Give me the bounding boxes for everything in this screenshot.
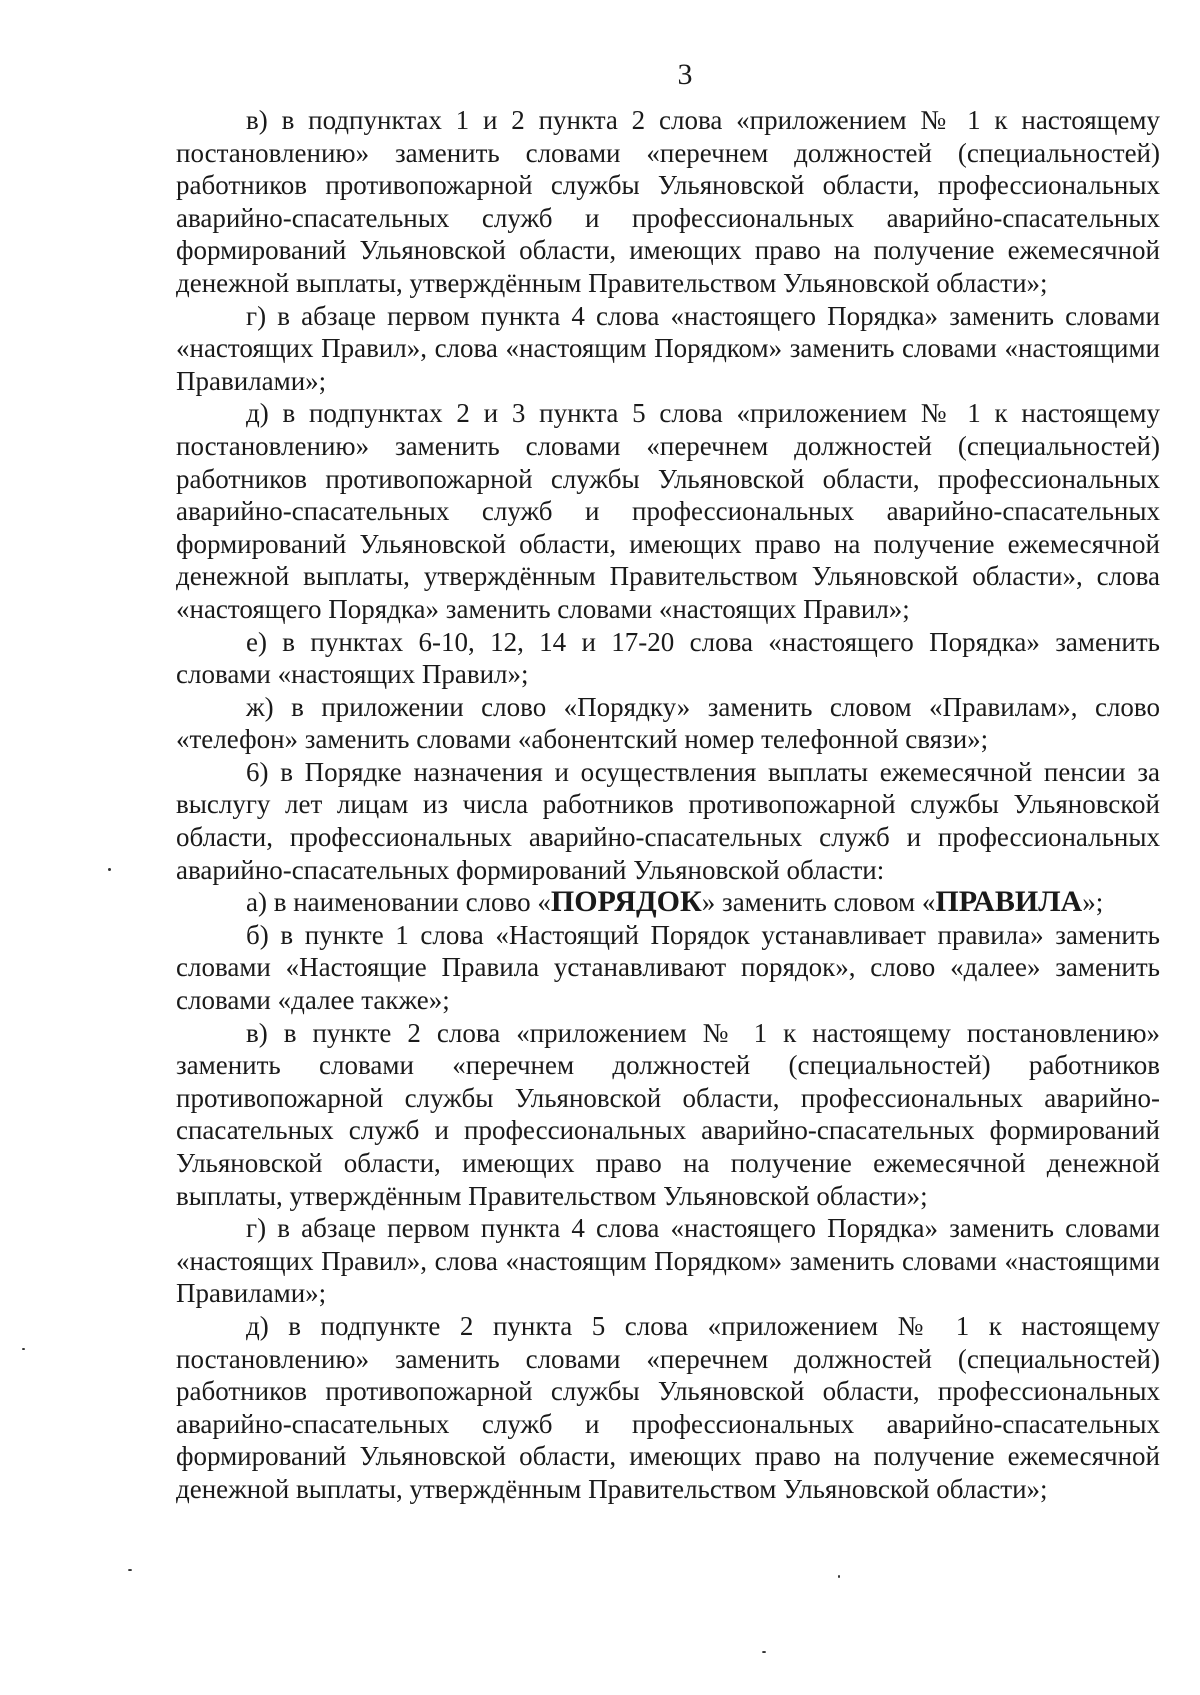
paragraph-a-rename	[176, 886, 1160, 919]
paragraph-d: д) в подпунктах 2 и 3 пункта 5 слова «приложением № 1 к настоящему постановлению» заменить словами «перечнем должностей (специальностей) работников противопожарной службы Ульяновской области, профессиональных аварийно-спасательных служб и профессиональных аварийно-спасательных формирований Ульяновской области, имеющих право на получение ежемесячной денежной выплаты, утверждённым Правительством Ульяновской области», слова «настоящего Порядка» заменить словами «настоящих Правил»;	[176, 398, 1160, 624]
paragraph-e: е) в пунктах 6-10, 12, 14 и 17-20 слова «настоящего Порядка» заменить словами «настоящих Правил»;	[176, 626, 1160, 690]
page-number: 3	[677, 58, 693, 91]
scan-speck	[108, 868, 111, 871]
paragraph-b: б) в пункте 1 слова «Настоящий Порядок устанавливает правила» заменить словами «Настоящие Правила устанавливают порядок», слово «далее» заменить словами «далее также»;	[176, 919, 1160, 1016]
paragraph-a-text-1: а) в наименовании слово «	[246, 887, 551, 918]
paragraph-d-2: д) в подпункте 2 пункта 5 слова «приложением № 1 к настоящему постановлению» заменить словами «перечнем должностей (специальностей) работников противопожарной службы Ульяновской области, профессиональных аварийно-спасательных служб и профессиональных аварийно-спасательных формирований Ульяновской области, имеющих право на получение ежемесячной денежной выплаты, утверждённым Правительством Ульяновской области»;	[176, 1310, 1160, 1504]
paragraph-a-old-title: ПОРЯДОК	[550, 885, 702, 919]
paragraph-6: 6) в Порядке назначения и осуществления выплаты ежемесячной пенсии за выслугу лет лицам из числа работников противопожарной службы Ульяновской области, профессиональных аварийно-спасательных служб и профессиональных аварийно-спасательных формирований Ульяновской области:	[176, 756, 1160, 885]
document-body	[176, 104, 1160, 1506]
paragraph-zh: ж) в приложении слово «Порядку» заменить словом «Правилам», слово «телефон» заменить словами «абонентский номер телефонной связи»;	[176, 691, 1160, 755]
paragraph-v: в) в подпунктах 1 и 2 пункта 2 слова «приложением № 1 к настоящему постановлению» заменить словами «перечнем должностей (специальностей) работников противопожарной службы Ульяновской области, профессиональных аварийно-спасательных служб и профессиональных аварийно-спасательных формирований Ульяновской области, имеющих право на получение ежемесячной денежной выплаты, утверждённым Правительством Ульяновской области»;	[176, 105, 1160, 298]
paragraph-a-new-title: ПРАВИЛА	[935, 885, 1083, 919]
paragraph-g-2: г) в абзаце первом пункта 4 слова «настоящего Порядка» заменить словами «настоящих Правил», слова «настоящим Порядком» заменить словами «настоящими Правилами»;	[176, 1213, 1160, 1309]
scan-speck	[128, 1569, 132, 1571]
paragraph-a-text-3: »;	[1082, 887, 1104, 918]
paragraph-g: г) в абзаце первом пункта 4 слова «настоящего Порядка» заменить словами «настоящих Правил», слова «настоящим Порядком» заменить словами «настоящими Правилами»;	[176, 300, 1160, 396]
scan-speck	[838, 1575, 840, 1578]
paragraph-v-2: в) в пункте 2 слова «приложением № 1 к настоящему постановлению» заменить словами «перечнем должностей (специальностей) работников противопожарной службы Ульяновской области, профессиональных аварийно-спасательных служб и профессиональных аварийно-спасательных формирований Ульяновской области, имеющих право на получение ежемесячной денежной выплаты, утверждённым Правительством Ульяновской области»;	[176, 1017, 1160, 1211]
scan-speck	[762, 1651, 766, 1653]
paragraph-a-text-2: » заменить словом «	[701, 887, 936, 918]
scan-speck	[22, 1348, 25, 1350]
